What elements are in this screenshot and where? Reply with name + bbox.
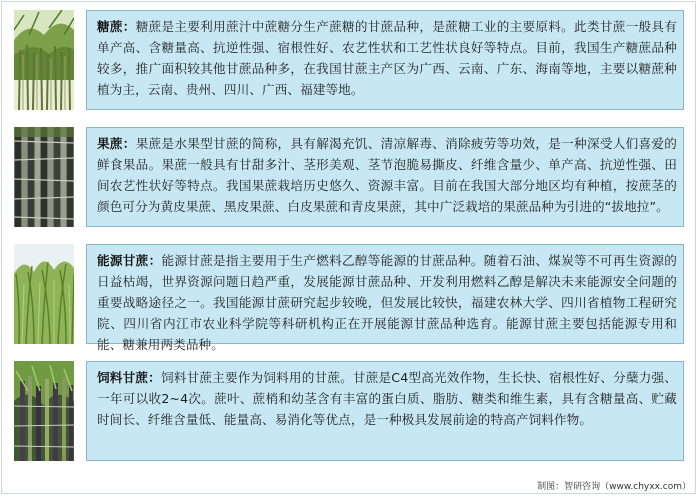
entry-term: 饲料甘蔗： (97, 370, 161, 385)
entry-description: 果蔗是水果型甘蔗的简称，具有解渴充饥、清凉解毒、消除疲劳等功效，是一种深受人们喜爱的鲜食果品。果蔗一般具有甘甜多汁、茎形美观、茎节泡脆易撕皮、纤维含量少、单产高、抗逆性强、田间农艺性状好等特点。我国果蔗栽培历史悠久、资源丰富。目前在我国大部分地区均有种植，按蔗茎的颜色可分为黄皮果蔗、黑皮果蔗、白皮果蔗和青皮果蔗，其中广泛栽培的果蔗品种为引进的“拔地拉”。 (97, 136, 677, 214)
entry-forage-cane (14, 361, 685, 461)
sugarcane-field-photo (14, 10, 74, 110)
entry-description: 饲料甘蔗主要作为饲料用的甘蔗。甘蔗是C4型高光效作物，生长快、宿根性好、分蘖力强、一年可以收2~4次。蔗叶、蔗梢和幼茎含有丰富的蛋白质、脂肪、糖类和维生素，具有含糖量高、贮藏时间长、纤维含量低、能量高、易消化等优点，是一种极具发展前途的特高产饲料作物。 (97, 370, 678, 427)
entry-sugar-cane (14, 10, 685, 110)
entry-description: 能源甘蔗是指主要用于生产燃料乙醇等能源的甘蔗品种。随着石油、煤炭等不可再生资源的日益枯竭，世界资源问题日趋严重，发展能源甘蔗品种、开发利用燃料乙醇是解决未来能源安全问题的重要战略途径之一。我国能源甘蔗研究起步较晚，但发展比较快，福建农林大学、四川省植物工程研究院、四川省内江市农业科学院等科研机构正在开展能源甘蔗品种选育。能源甘蔗主要包括能源专用和能、糖兼用两类品种。 (97, 253, 678, 352)
entry-term: 糖蔗： (97, 19, 136, 34)
entry-text-box (86, 361, 684, 461)
forage-cane-photo (14, 361, 74, 461)
entry-term: 能源甘蔗： (97, 253, 162, 268)
fruit-cane-stalks-photo (14, 127, 74, 227)
entry-fruit-cane (14, 127, 685, 227)
entry-text-box (86, 244, 684, 352)
entry-term: 果蔗： (97, 136, 136, 151)
entry-text-box (86, 10, 684, 110)
entry-text-box (86, 127, 684, 227)
entry-description: 糖蔗是主要利用蔗汁中蔗糖分生产蔗糖的甘蔗品种，是蔗糖工业的主要原料。此类甘蔗一般具有单产高、含糖量高、抗逆性强、宿根性好、农艺性状和工艺性状良好等特点。目前，我国生产糖蔗品种较多，推广面积较其他甘蔗品种多，在我国甘蔗主产区为广西、云南、广东、海南等地，主要以糖蔗种植为主，云南、贵州、四川、广西、福建等地。 (97, 19, 677, 97)
energy-cane-field-photo (14, 244, 74, 344)
entry-energy-cane (14, 244, 685, 352)
source-credit: 制图：智研咨询（www.chyxx.com） (537, 482, 691, 492)
